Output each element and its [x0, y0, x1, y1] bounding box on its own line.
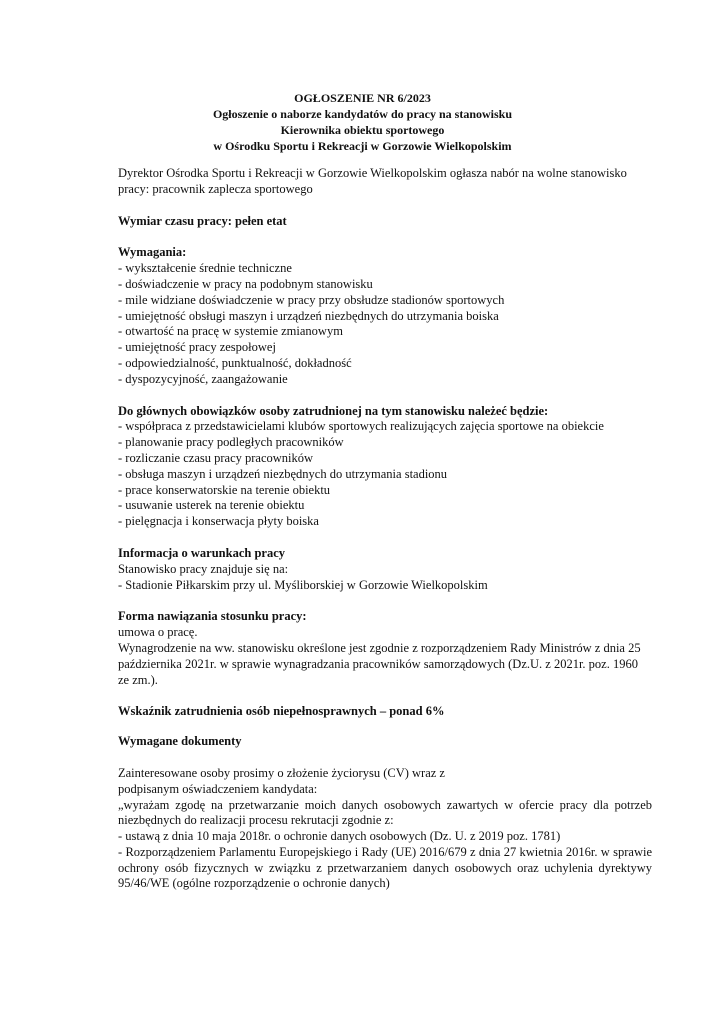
list-item: - umiejętność pracy zespołowej — [118, 340, 276, 355]
list-item: - wykształcenie średnie techniczne — [118, 261, 292, 276]
employment-form-text: umowa o pracę. — [118, 625, 198, 640]
list-item: - planowanie pracy podległych pracowników — [118, 435, 344, 450]
requirements-list — [118, 261, 652, 387]
document-header — [0, 90, 725, 154]
duties-list — [118, 419, 652, 530]
list-item: - ustawą z dnia 10 maja 2018r. o ochronie danych osobowych (Dz. U. z 2019 poz. 1781) — [118, 829, 561, 844]
working-time: Wymiar czasu pracy: pełen etat — [118, 213, 287, 228]
conditions-heading: Informacja o warunkach pracy — [118, 545, 286, 560]
institution-name: w Ośrodku Sportu i Rekreacji w Gorzowie Wielkopolskim — [213, 139, 512, 153]
list-item: - otwartość na pracę w systemie zmianowym — [118, 324, 343, 339]
requirements-heading: Wymagania: — [118, 245, 187, 260]
list-item: - Rozporządzeniem Parlamentu Europejskiego i Rady (UE) 2016/679 z dnia 27 kwietnia 2016r. w sprawie ochrony osób fizycznych w związku z przetwarzaniem danych osobowych oraz uchylenia dyrektywy 95/46/WE (ogólne rozporządzenie o ochronie danych) — [118, 844, 652, 891]
disability-indicator: Wskaźnik zatrudnienia osób niepełnosprawnych – ponad 6% — [118, 704, 445, 719]
document-body — [118, 166, 652, 892]
list-item: - doświadczenie w pracy na podobnym stanowisku — [118, 276, 373, 291]
salary-paragraph: Wynagrodzenie na ww. stanowisku określone jest zgodnie z rozporządzeniem Rady Ministrów z dnia 25 października 2021r. w sprawie wynagradzania pracowników samorządowych (Dz.U. z 2021r. poz. 1960 ze zm.). — [118, 640, 641, 687]
list-item: - mile widziane doświadczenie w pracy przy obsłudze stadionów sportowych — [118, 292, 505, 307]
list-item: - obsługa maszyn i urządzeń niezbędnych do utrzymania stadionu — [118, 466, 448, 481]
announcement-number: OGŁOSZENIE NR 6/2023 — [294, 91, 431, 105]
employment-form-heading: Forma nawiązania stosunku pracy: — [118, 609, 307, 624]
list-item: - usuwanie usterek na terenie obiektu — [118, 498, 305, 513]
documents-text: Zainteresowane osoby prosimy o złożenie życiorysu (CV) wraz z — [118, 765, 445, 780]
legal-basis-list — [118, 829, 652, 892]
duties-heading: Do głównych obowiązków osoby zatrudnionej na tym stanowisku należeć będzie: — [118, 403, 549, 418]
intro-paragraph: Dyrektor Ośrodka Sportu i Rekreacji w Gorzowie Wielkopolskim ogłasza nabór na wolne stanowisko pracy: pracownik zaplecza sportowego — [118, 166, 627, 196]
documents-text: podpisanym oświadczeniem kandydata: — [118, 781, 318, 796]
list-item: - prace konserwatorskie na terenie obiektu — [118, 482, 331, 497]
position-name: Kierownika obiektu sportowego — [280, 123, 445, 137]
conditions-text: Stanowisko pracy znajduje się na: — [118, 561, 289, 576]
documents-heading: Wymagane dokumenty — [118, 734, 242, 749]
list-item: - dyspozycyjność, zaangażowanie — [118, 371, 288, 386]
list-item: - umiejętność obsługi maszyn i urządzeń niezbędnych do utrzymania boiska — [118, 308, 499, 323]
list-item: - pielęgnacja i konserwacja płyty boiska — [118, 514, 319, 529]
list-item: - rozliczanie czasu pracy pracowników — [118, 450, 314, 465]
list-item: - odpowiedzialność, punktualność, dokładność — [118, 355, 352, 370]
list-item: - współpraca z przedstawicielami klubów sportowych realizujących zajęcia sportowe na obiekcie — [118, 419, 604, 434]
consent-statement: „wyrażam zgodę na przetwarzanie moich danych osobowych zawartych w ofercie pracy dla potrzeb niezbędnych do realizacji procesu rekrutacji zgodnie z: — [118, 797, 652, 828]
announcement-title: Ogłoszenie o naborze kandydatów do pracy na stanowisku — [212, 107, 513, 121]
conditions-location: - Stadionie Piłkarskim przy ul. Myśliborskiej w Gorzowie Wielkopolskim — [118, 577, 488, 592]
